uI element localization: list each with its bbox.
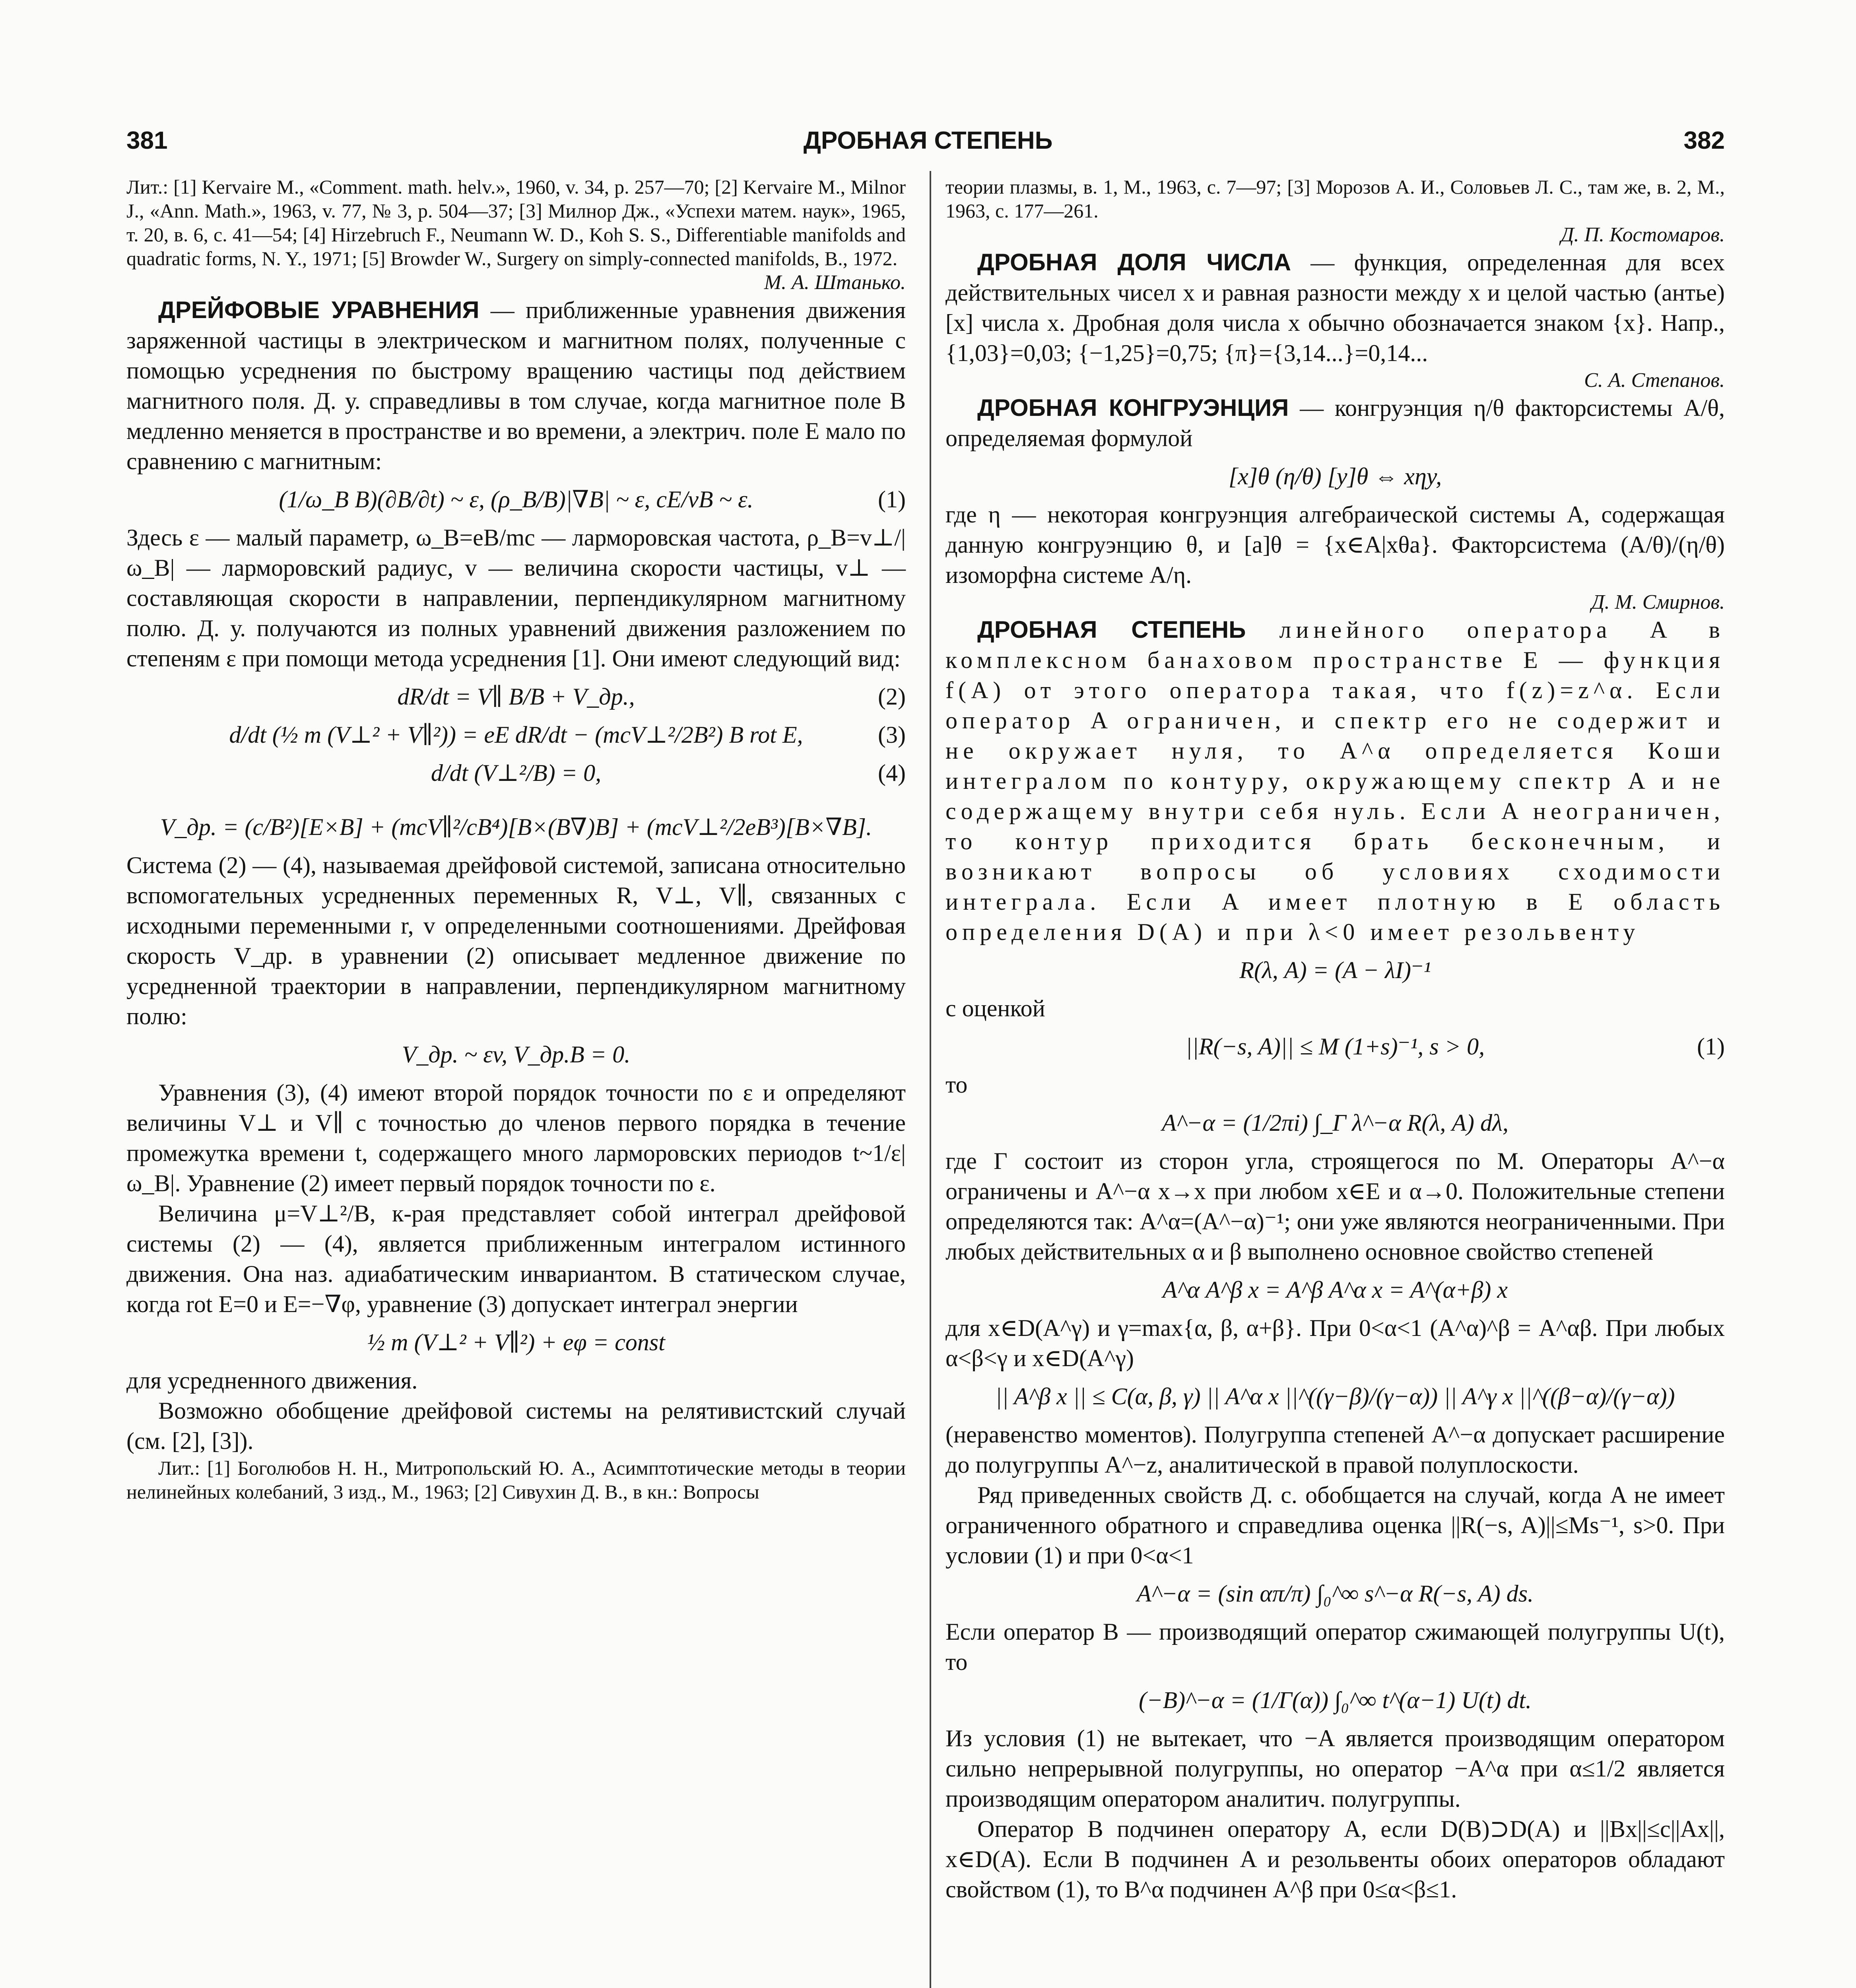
paragraph: — функция, определенная для всех действительных чисел x и равная разности между x и целой частью (антье) [x] числа x. Дробная доля числа x обычно обозначается знаком {x}. Напр., {1,03}=0,03; {−1,25}=0,75; {π}={3,14...}=0,14... xyxy=(945,249,1725,366)
article-term: ДРОБНАЯ ДОЛЯ ЧИСЛА xyxy=(977,249,1291,276)
right-column xyxy=(945,175,1725,1905)
author-signature: М. А. Штанько. xyxy=(764,271,906,294)
right-page-number: 382 xyxy=(1683,127,1725,154)
formula xyxy=(945,461,1725,491)
article-term: ДРЕЙФОВЫЕ УРАВНЕНИЯ xyxy=(158,297,480,323)
formula-text: V_др. = (c/B²)[E×B] + (mcV∥²/cB⁴)[B×(B∇)B] + (mcV⊥²/2eB³)[B×∇B]. xyxy=(160,814,872,840)
left-column xyxy=(126,175,906,1504)
formula xyxy=(126,758,906,788)
formula-text: || A^β x || ≤ C(α, β, γ) || A^α x ||^((γ−β)/(γ−α)) || A^γ x ||^((β−α)/(γ−α)) xyxy=(995,1383,1675,1409)
formula-text: A^α A^β x = A^β A^α x = A^(α+β) x xyxy=(1162,1277,1508,1303)
formula xyxy=(126,681,906,712)
paragraph: Оператор B подчинен оператору A, если D(B)⊃D(A) и ||Bx||≤c||Ax||, x∈D(A). Если B подчинен A и резольвенты обоих операторов обладают свойством (1), то B^α подчинен A^β при 0≤α<β≤1. xyxy=(945,1816,1725,1903)
formula-text: ½ m (V⊥² + V∥²) + eφ = const xyxy=(367,1329,665,1355)
formula-text: (−B)^−α = (1/Γ(α)) ∫₀^∞ t^(α−1) U(t) dt. xyxy=(1138,1687,1532,1713)
formula xyxy=(126,812,906,842)
references: Лит.: [1] Боголюбов Н. Н., Митропольский Ю. А., Асимптотические методы в теории нелинейных колебаний, 3 изд., М., 1963; [2] Сивухин Д. В., в кн.: Вопросы xyxy=(126,1457,906,1503)
formula xyxy=(126,1039,906,1070)
formula-text: dR/dt = V∥ B/B + V_др., xyxy=(397,683,635,710)
paragraph: где η — некоторая конгруэнция алгебраической системы A, содержащая данную конгруэнцию θ, и [a]θ = {x∈A|xθa}. Факторсистема (A/θ)/(η/θ) изоморфна системе A/η. xyxy=(945,501,1725,588)
formula-text: ||R(−s, A)|| ≤ M (1+s)⁻¹, s > 0, xyxy=(1185,1033,1485,1060)
author-signature: С. А. Степанов. xyxy=(1584,369,1725,392)
left-page-number: 381 xyxy=(126,127,168,154)
formula-text: R(λ, A) = (A − λI)⁻¹ xyxy=(1239,957,1431,983)
formula-number: (4) xyxy=(878,760,906,786)
paragraph: Возможно обобщение дрейфовой системы на релятивистский случай (см. [2], [3]). xyxy=(126,1398,906,1454)
formula xyxy=(945,1031,1725,1062)
paragraph: то xyxy=(945,1072,968,1098)
article-term: ДРОБНАЯ КОНГРУЭНЦИЯ xyxy=(977,394,1289,421)
article-fractional-congruence xyxy=(945,393,1725,453)
formula xyxy=(126,484,906,514)
formula xyxy=(945,955,1725,985)
formula xyxy=(945,1578,1725,1609)
formula-text: [x]θ (η/θ) [y]θ ⇔ xηy, xyxy=(1228,463,1442,489)
formula-text: d/dt (V⊥²/B) = 0, xyxy=(431,760,602,786)
paragraph: с оценкой xyxy=(945,995,1045,1021)
formula xyxy=(945,1108,1725,1138)
formula xyxy=(126,720,906,750)
paragraph: Если оператор B — производящий оператор сжимающей полугруппы U(t), то xyxy=(945,1619,1725,1675)
paragraph: — приближенные уравнения движения заряженной частицы в электрическом и магнитном полях, полученные с помощью усреднения по быстрому вращению частицы под действием магнитного поля. Д. у. справедливы в том случае, когда магнитное поле B медленно меняется в пространстве и во времени, а электрич. поле E мало по сравнению с магнитным: xyxy=(126,297,906,474)
formula-text: A^−α = (1/2πi) ∫_Γ λ^−α R(λ, A) dλ, xyxy=(1162,1110,1508,1136)
formula-number: (2) xyxy=(878,683,906,710)
paragraph: где Γ состоит из сторон угла, строящегося по M. Операторы A^−α ограничены и A^−α x→x при любом x∈E и α→0. Положительные степени определяются так: A^α=(A^−α)⁻¹; они уже являются неограниченными. При любых действительных α и β выполнено основное свойство степеней xyxy=(945,1148,1725,1265)
formula-number: (3) xyxy=(878,722,906,748)
formula xyxy=(945,1275,1725,1305)
formula xyxy=(126,1327,906,1357)
formula-text: (1/ω_B B)(∂B/∂t) ~ ε, (ρ_B/B)|∇B| ~ ε, cE/vB ~ ε. xyxy=(279,486,753,513)
paragraph: Ряд приведенных свойств Д. с. обобщается на случай, когда A не имеет ограниченного обратного и справедлива оценка ||R(−s, A)||≤Ms⁻¹, s>0. При условии (1) и при 0<α<1 xyxy=(945,1482,1725,1569)
paragraph: Величина μ=V⊥²/B, к-рая представляет собой интеграл дрейфовой системы (2) — (4), является приближенным интегралом истинного движения. Она наз. адиабатическим инвариантом. В статическом случае, когда rot E=0 и E=−∇φ, уравнение (3) допускает интеграл энергии xyxy=(126,1200,906,1317)
paragraph: Из условия (1) не вытекает, что −A является производящим оператором сильно непрерывной полугруппы, но оператор −A^α при α≤1/2 является производящим оператором аналитич. полугруппы. xyxy=(945,1725,1725,1812)
paragraph: Система (2) — (4), называемая дрейфовой системой, записана относительно вспомогательных усредненных переменных R, V⊥, V∥, связанных с исходными переменными r, v определенными соотношениями. Дрейфовая скорость V_др. в уравнении (2) описывает медленное движение по усредненной траектории в направлении, перпендикулярном магнитному полю: xyxy=(126,852,906,1029)
article-fractional-power xyxy=(945,615,1725,947)
formula-text: V_др. ~ εv, V_др.B = 0. xyxy=(402,1041,631,1068)
article-fractional-part xyxy=(945,247,1725,368)
author-signature: Д. М. Смирнов. xyxy=(1591,591,1725,613)
paragraph: для x∈D(A^γ) и γ=max{α, β, α+β}. При 0<α<1 (A^α)^β = A^αβ. При любых α<β<γ и x∈D(A^γ) xyxy=(945,1315,1725,1371)
paragraph: Уравнения (3), (4) имеют второй порядок точности по ε и определяют величины V⊥ и V∥ с точностью до членов первого порядка в течение промежутка времени t, содержащего много ларморовских периодов t~1/ε|ω_B|. Уравнение (2) имеет первый порядок точности по ε. xyxy=(126,1079,906,1196)
formula-number: (1) xyxy=(1697,1033,1725,1060)
formula xyxy=(945,1381,1725,1411)
references: Лит.: [1] Kervaire M., «Comment. math. helv.», 1960, v. 34, p. 257—70; [2] Kervaire M., Milnor J., «Ann. Math.», 1963, v. 77, № 3, p. 504—37; [3] Милнор Дж., «Успехи матем. наук», 1965, т. 20, в. 6, с. 41—54; [4] Hirzebruch F., Neumann W. D., Koh S. S., Differentiable manifolds and quadratic forms, N. Y., 1971; [5] Browder W., Surgery on simply-connected manifolds, B., 1972. xyxy=(126,176,906,270)
article-drift-equations xyxy=(126,295,906,476)
paragraph: (неравенство моментов). Полугруппа степеней A^−α допускает расширение до полугруппы A^−z, аналитической в правой полуплоскости. xyxy=(945,1421,1725,1478)
running-title: ДРОБНАЯ СТЕПЕНЬ xyxy=(803,127,1053,154)
paragraph: Здесь ε — малый параметр, ω_B=eB/mc — ларморовская частота, ρ_B=v⊥/|ω_B| — ларморовский радиус, v — величина скорости частицы, v⊥ — составляющая скорости в направлении, перпендикулярном магнитному полю. Д. у. получаются из полных уравнений движения разложением по степеням ε при помощи метода усреднения [1]. Они имеют следующий вид: xyxy=(126,524,906,672)
formula-text: d/dt (½ m (V⊥² + V∥²)) = eE dR/dt − (mcV⊥²/2B²) B rot E, xyxy=(229,722,803,748)
paragraph: для усредненного движения. xyxy=(126,1367,418,1394)
formula-number: (1) xyxy=(878,486,906,513)
formula-text: A^−α = (sin απ/π) ∫₀^∞ s^−α R(−s, A) ds. xyxy=(1136,1580,1534,1607)
references: теории плазмы, в. 1, М., 1963, с. 7—97; [3] Морозов А. И., Соловьев Л. С., там же, в. 2, М., 1963, с. 177—261. xyxy=(945,176,1725,222)
formula xyxy=(945,1685,1725,1715)
author-signature: Д. П. Костомаров. xyxy=(1561,223,1725,246)
paragraph: линейного оператора A в комплексном банаховом пространстве E — функция f(A) от этого оператора такая, что f(z)=z^α. Если оператор A ограничен, и спектр его не содержит и не окружает нуля, то A^α определяется Коши интегралом по контуру, окружающему спектр A и не содержащему внутри себя нуль. Если A неограничен, то контур приходится брать бесконечным, и возникают вопросы об условиях сходимости интеграла. Если A имеет плотную в E область определения D(A) и при λ<0 имеет резольвенту xyxy=(945,617,1725,945)
column-separator xyxy=(930,171,931,1988)
paragraph: — конгруэнция η/θ факторсистемы A/θ, определяемая формулой xyxy=(945,395,1725,451)
article-term: ДРОБНАЯ СТЕПЕНЬ xyxy=(977,616,1246,643)
